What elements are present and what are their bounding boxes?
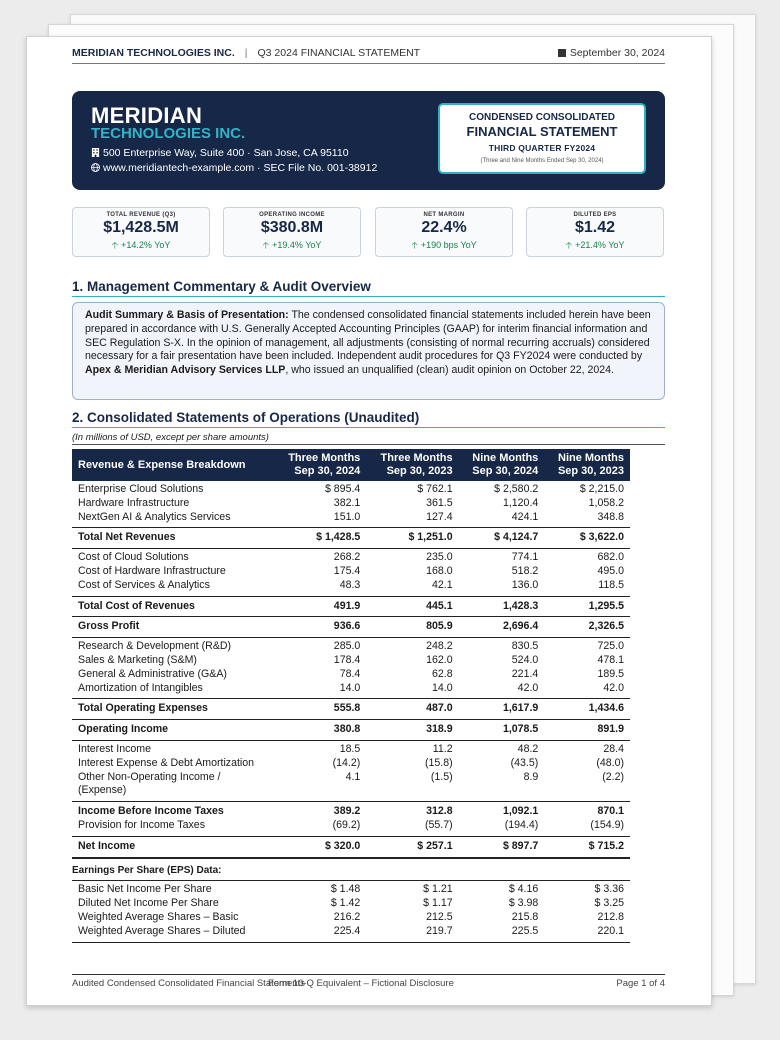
table-row (72, 771, 630, 785)
table-cell: 219.7 (366, 925, 458, 942)
table-cell: 518.2 (511, 564, 539, 577)
table-cell: 285.0 (333, 640, 361, 653)
table-cell: $ 1.21 (423, 883, 453, 896)
table-cell (366, 784, 458, 801)
company-web (91, 162, 377, 174)
table-cell: Total Cost of Revenues (72, 596, 274, 617)
table-cell: Hardware Infrastructure (78, 496, 190, 509)
audit-text-part2: , who issued an unqualified (clean) audit opinion on October 22, 2024. (285, 364, 615, 377)
table-cell: 11.2 (432, 742, 453, 755)
table-cell: General & Administrative (G&A) (78, 667, 227, 680)
table-cell: 162.0 (426, 653, 453, 666)
table-cell: $ 2,580.2 (494, 483, 539, 495)
kpi-value: 22.4% (421, 219, 467, 236)
globe-icon (91, 163, 100, 172)
statement-badge (438, 103, 646, 174)
footer-left: Audited Condensed Consolidated Financial Statements (72, 978, 305, 989)
company-name-line2: TECHNOLOGIES INC. (91, 125, 246, 142)
column-header-line1: Nine Months (558, 452, 624, 464)
table-cell: 235.0 (426, 551, 453, 564)
table-cell: 805.9 (366, 617, 458, 638)
table-section-label (72, 858, 630, 881)
auditor-name: Apex & Meridian Advisory Services LLP (85, 364, 286, 377)
table-cell: Interest Income (78, 742, 152, 755)
address-text: 500 Enterprise Way, Suite 400 · San Jose, CA 95110 (103, 147, 349, 159)
table-row (72, 549, 630, 565)
table-cell: $ 1,251.0 (366, 528, 458, 549)
table-cell: 495.0 (597, 564, 624, 577)
kpi-value: $1,428.5M (103, 219, 179, 236)
table-cell: 78.4 (339, 667, 361, 680)
header-statement: Q3 2024 FINANCIAL STATEMENT (257, 47, 421, 59)
kpi-value: $380.8M (260, 219, 324, 236)
units-note: (In millions of USD, except per share amounts) (72, 432, 665, 445)
table-cell: 14.0 (274, 682, 366, 699)
column-header (72, 449, 274, 481)
badge-line1: CONDENSED CONSOLIDATED (469, 112, 615, 123)
table-cell: 478.1 (597, 653, 624, 666)
table-row (72, 682, 630, 699)
header-date (558, 47, 665, 59)
audit-summary-box (72, 302, 665, 400)
section-heading-management: 1. Management Commentary & Audit Overview (72, 279, 665, 297)
arrow-up-icon: 🡡 (411, 240, 418, 250)
arrow-up-icon: 🡡 (262, 240, 270, 250)
table-cell: Earnings Per Share (EPS) Data: (72, 858, 630, 881)
table-cell: (Expense) (72, 784, 274, 801)
table-row (72, 565, 630, 579)
column-header-line2: Sep 30, 2023 (386, 465, 453, 477)
table-cell: Research & Development (R&D) (78, 640, 232, 653)
table-cell: $ 4.16 (508, 883, 539, 896)
table-cell: 4.1 (345, 770, 361, 783)
table-cell: (2.2) (602, 770, 624, 783)
table-cell: 48.3 (274, 579, 366, 596)
table-cell: 1,434.6 (544, 699, 630, 720)
kpi-delta (224, 238, 360, 254)
table-cell: 445.1 (366, 596, 458, 617)
table-cell: 62.8 (432, 667, 453, 680)
table-cell: 48.2 (517, 742, 539, 755)
table-cell: 348.8 (544, 511, 630, 528)
table-row (72, 911, 630, 925)
kpi-label: TOTAL REVENUE (Q3) (106, 212, 176, 218)
kpi-delta-text: +190 bps YoY (420, 240, 477, 250)
column-header-line1: Nine Months (472, 452, 539, 464)
kpi-delta-text: +14.2% YoY (121, 240, 171, 250)
audit-label: Audit Summary & Basis of Presentation: (85, 309, 289, 321)
table-cell: $ 1.42 (330, 897, 361, 910)
table-cell: 891.9 (544, 720, 630, 741)
table-row (72, 579, 630, 596)
kpi-label: NET MARGIN (423, 212, 465, 218)
table-cell: Provision for Income Taxes (72, 819, 274, 836)
table-cell: Cost of Hardware Infrastructure (78, 564, 226, 577)
table-cell: $ 1,428.5 (274, 528, 366, 549)
table-cell: (15.8) (424, 756, 453, 769)
table-cell: $ 3.36 (594, 883, 624, 896)
kpi-value: $1.42 (574, 219, 616, 236)
arrow-up-icon: 🡡 (565, 240, 573, 250)
header-separator: | (244, 47, 248, 59)
table-cell: 361.5 (426, 496, 453, 509)
table-cell: $ 4,124.7 (459, 528, 545, 549)
table-cell: Cost of Services & Analytics (72, 579, 274, 596)
kpi-card-net-margin (375, 207, 513, 257)
table-cell: 1,617.9 (459, 699, 545, 720)
table-cell: 682.0 (597, 551, 624, 564)
table-cell: 248.2 (426, 640, 453, 653)
table-cell: Other Non-Operating Income / (78, 770, 221, 783)
table-cell: 524.0 (511, 653, 539, 666)
table-cell: 487.0 (366, 699, 458, 720)
kpi-delta-text: +19.4% YoY (272, 240, 322, 250)
column-header-line2: Sep 30, 2024 (472, 465, 539, 477)
column-header-line1: Revenue & Expense Breakdown (78, 458, 246, 471)
table-cell: 268.2 (333, 551, 361, 564)
table-cell (459, 784, 545, 801)
table-cell: (69.2) (274, 819, 366, 836)
table-cell: 42.0 (544, 682, 630, 699)
table-row (72, 802, 630, 819)
table-row (72, 481, 630, 497)
column-header-line1: Three Months (380, 452, 453, 464)
table-row (72, 617, 630, 638)
table-cell: Sales & Marketing (S&M) (78, 653, 197, 666)
table-row (72, 925, 630, 942)
table-cell: Weighted Average Shares – Diluted (72, 925, 274, 942)
table-cell: (55.7) (366, 819, 458, 836)
column-header (544, 449, 630, 481)
table-cell: 175.4 (333, 564, 361, 577)
table-row (72, 638, 630, 654)
table-cell: Total Net Revenues (72, 528, 274, 549)
table-row (72, 836, 630, 857)
table-row (72, 819, 630, 836)
kpi-card-revenue (72, 207, 210, 257)
table-cell: 136.0 (459, 579, 545, 596)
table-cell: 1,058.2 (588, 496, 624, 509)
table-row (72, 528, 630, 549)
table-cell: (43.5) (510, 756, 539, 769)
table-cell: $ 897.7 (459, 836, 545, 857)
header-company: MERIDIAN TECHNOLOGIES INC. (72, 47, 235, 59)
table-cell: 830.5 (511, 640, 539, 653)
audit-text-part1: The condensed consolidated financial statements included herein have been prepared in accordance with U.S. Generally Accepted Accounting Principles (GAAP) for interim financial information and SEC Regulation S-X. In the opinion of management, all adjustments (consisting of normal recurring accruals) considered necessary for a fair presentation have been included. Independent audit procedures for Q3 FY2024 were conducted by (85, 309, 651, 363)
table-row (72, 699, 630, 720)
kpi-delta-text: +21.4% YoY (575, 240, 625, 250)
table-row (72, 497, 630, 511)
company-address (91, 147, 349, 159)
table-cell: 424.1 (459, 511, 545, 528)
table-body (72, 481, 630, 942)
table-cell: 725.0 (597, 640, 624, 653)
statement-of-operations-table (72, 449, 630, 943)
table-cell: 382.1 (333, 496, 361, 509)
table-cell: $ 3.98 (508, 897, 539, 910)
table-cell: Basic Net Income Per Share (78, 883, 212, 896)
table-row (72, 720, 630, 741)
company-name-line1: MERIDIAN (91, 103, 203, 128)
table-cell: $ 2,215.0 (579, 483, 624, 495)
column-header (366, 449, 458, 481)
table-cell: 118.5 (544, 579, 630, 596)
page-number: Page 1 of 4 (616, 978, 665, 989)
table-cell: 216.2 (333, 910, 361, 923)
table-row (72, 511, 630, 528)
table-cell: Amortization of Intangibles (72, 682, 274, 699)
table-row (72, 897, 630, 911)
table-cell: Diluted Net Income Per Share (78, 897, 219, 910)
table-cell: $ 715.2 (544, 836, 630, 857)
table-row (72, 881, 630, 897)
badge-line2: FINANCIAL STATEMENT (466, 124, 618, 139)
footer-middle: Form 10-Q Equivalent – Fictional Disclosure (268, 978, 454, 989)
table-cell: Gross Profit (72, 617, 274, 638)
table-cell: Interest Expense & Debt Amortization (78, 756, 255, 769)
table-cell: 127.4 (366, 511, 458, 528)
table-cell: 225.4 (274, 925, 366, 942)
kpi-delta (527, 238, 663, 254)
column-header-line1: Three Months (288, 452, 361, 464)
kpi-delta (376, 238, 512, 254)
badge-line3: THIRD QUARTER FY2024 (488, 143, 596, 153)
table-cell: $ 320.0 (274, 836, 366, 857)
table-cell: 1,078.5 (459, 720, 545, 741)
column-header-line2: Sep 30, 2023 (557, 465, 624, 477)
table-cell: Weighted Average Shares – Basic (78, 910, 239, 923)
table-cell: 1,428.3 (459, 596, 545, 617)
table-cell: 1,295.5 (544, 596, 630, 617)
section-heading-operations: 2. Consolidated Statements of Operations (Unaudited) (72, 410, 665, 428)
page-footer (72, 974, 665, 989)
column-header (459, 449, 545, 481)
table-cell: 8.9 (523, 770, 539, 783)
table-row (72, 654, 630, 668)
table-cell: Total Operating Expenses (72, 699, 274, 720)
table-cell: $ 762.1 (417, 483, 453, 495)
table-cell: 178.4 (333, 653, 361, 666)
calendar-icon (558, 49, 566, 57)
table-cell: 936.6 (274, 617, 366, 638)
table-cell: 774.1 (511, 551, 539, 564)
table-cell: 380.8 (274, 720, 366, 741)
table-cell: 189.5 (597, 667, 624, 680)
table-cell: 168.0 (426, 564, 453, 577)
badge-line4: (Three and Nine Months Ended Sep 30, 2024) (480, 158, 604, 164)
table-cell: 389.2 (333, 805, 361, 818)
table-cell: 42.1 (366, 579, 458, 596)
table-row (72, 784, 630, 801)
table-cell: 220.1 (544, 925, 630, 942)
table-cell: 318.9 (366, 720, 458, 741)
table-cell: 42.0 (459, 682, 545, 699)
table-cell: 555.8 (274, 699, 366, 720)
kpi-card-operating-income (223, 207, 361, 257)
table-cell: $ 3.25 (594, 897, 624, 910)
table-cell: (1.5) (430, 770, 453, 783)
table-cell: 491.9 (274, 596, 366, 617)
table-cell: Cost of Cloud Solutions (78, 551, 189, 564)
table-cell: $ 257.1 (366, 836, 458, 857)
table-cell: NextGen AI & Analytics Services (72, 511, 274, 528)
arrow-up-icon: 🡡 (111, 240, 119, 250)
table-cell: $ 1.17 (423, 897, 453, 910)
table-cell: $ 895.4 (324, 483, 361, 495)
kpi-card-diluted-eps (526, 207, 664, 257)
table-cell: 312.8 (426, 805, 453, 818)
table-cell: (194.4) (459, 819, 545, 836)
company-banner (72, 91, 665, 190)
building-icon (91, 148, 100, 157)
table-cell: 221.4 (511, 667, 539, 680)
table-cell: Net Income (72, 836, 274, 857)
table-cell: 2,326.5 (544, 617, 630, 638)
running-header (72, 47, 665, 64)
table-cell: $ 3,622.0 (544, 528, 630, 549)
table-cell: (14.2) (332, 756, 361, 769)
document-page (26, 36, 712, 1006)
table-header-row (72, 449, 630, 481)
web-text: www.meridiantech-example.com · SEC File No. 001-38912 (103, 162, 378, 174)
table-row (72, 757, 630, 771)
column-header-line2: Sep 30, 2024 (294, 465, 361, 477)
table-cell: 14.0 (366, 682, 458, 699)
kpi-delta (73, 238, 209, 254)
kpi-label: OPERATING INCOME (259, 212, 325, 218)
table-cell (274, 784, 366, 801)
table-cell: 212.8 (597, 910, 624, 923)
table-row (72, 596, 630, 617)
table-cell: $ 1.48 (330, 883, 361, 896)
table-cell: Enterprise Cloud Solutions (78, 483, 204, 495)
table-cell: (48.0) (596, 756, 624, 769)
table-cell: 1,092.1 (502, 805, 539, 818)
table-cell: Income Before Income Taxes (78, 805, 224, 818)
column-header (274, 449, 366, 481)
table-row (72, 740, 630, 756)
table-cell: (154.9) (544, 819, 630, 836)
table-cell: 18.5 (339, 742, 361, 755)
table-cell: 212.5 (426, 910, 453, 923)
table-cell: 2,696.4 (459, 617, 545, 638)
header-date-text: September 30, 2024 (569, 47, 665, 59)
table-cell: 215.8 (511, 910, 539, 923)
table-cell: 225.5 (459, 925, 545, 942)
table-row (72, 668, 630, 682)
table-cell: Operating Income (72, 720, 274, 741)
table-cell: 151.0 (274, 511, 366, 528)
kpi-label: DILUTED EPS (573, 212, 617, 218)
table-cell: 870.1 (597, 805, 624, 818)
table-cell (544, 784, 630, 801)
table-cell: 1,120.4 (502, 496, 539, 509)
table-cell: 28.4 (603, 742, 624, 755)
